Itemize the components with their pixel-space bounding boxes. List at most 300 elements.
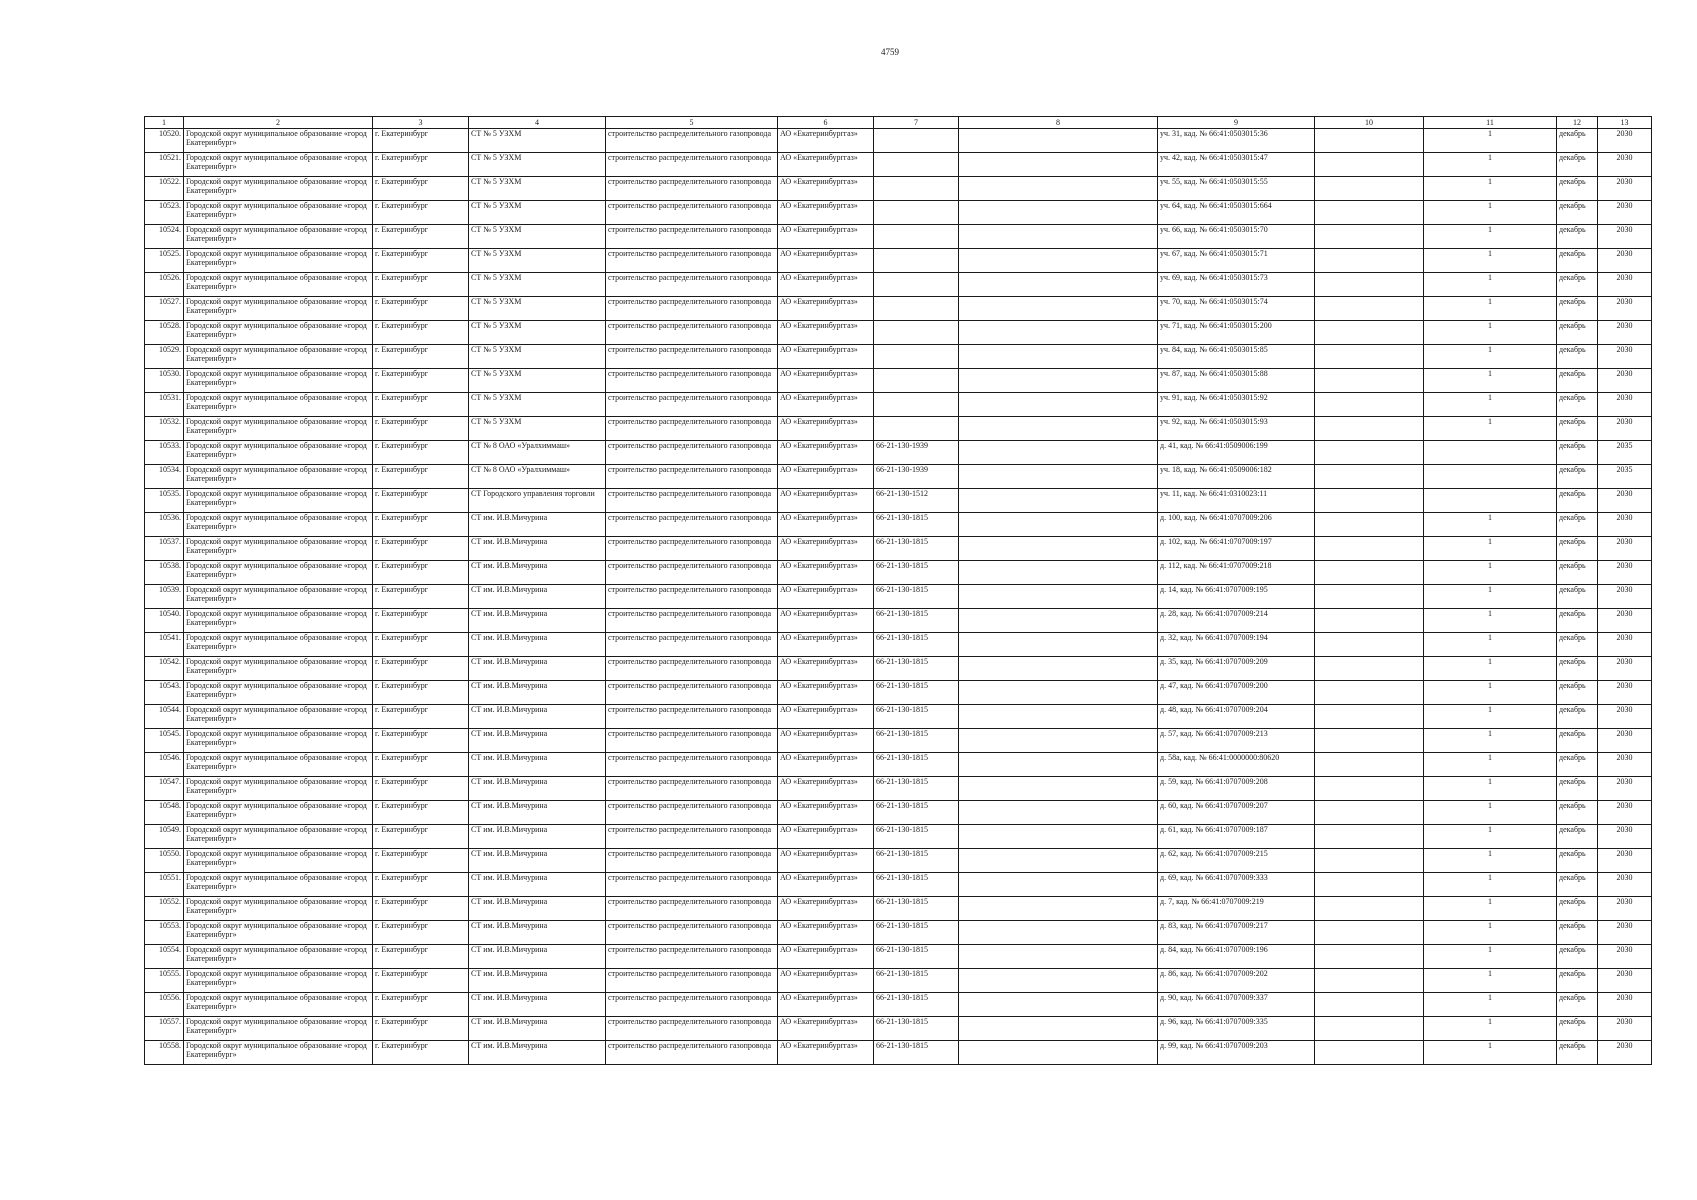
owner-cell: Городской округ муниципальное образование «город Екатеринбург»: [184, 801, 373, 825]
quantity-cell: 1: [1424, 273, 1557, 297]
parcel-cell: д. 84, кад. № 66:41:0707009:196: [1158, 945, 1315, 969]
quantity-cell: 1: [1424, 177, 1557, 201]
object-cell: СТ им. И.В.Мичурина: [469, 681, 606, 705]
company-cell: АО «Екатеринбурггаз»: [778, 441, 874, 465]
year-cell: 2030: [1598, 873, 1652, 897]
company-cell: АО «Екатеринбурггаз»: [778, 537, 874, 561]
row-number: 10540.: [145, 609, 184, 633]
owner-cell: Городской округ муниципальное образование «город Екатеринбург»: [184, 177, 373, 201]
table-row: [145, 513, 1652, 537]
month-cell: декабрь: [1557, 129, 1598, 153]
work-type-cell: строительство распределительного газопровода: [606, 465, 778, 489]
quantity-cell: 1: [1424, 129, 1557, 153]
company-cell: АО «Екатеринбурггаз»: [778, 609, 874, 633]
month-cell: декабрь: [1557, 273, 1598, 297]
row-number: 10544.: [145, 705, 184, 729]
year-cell: 2030: [1598, 705, 1652, 729]
year-cell: 2030: [1598, 969, 1652, 993]
column-header: 6: [778, 117, 874, 129]
column-header: 10: [1315, 117, 1424, 129]
empty-cell: [1315, 441, 1424, 465]
row-number: 10556.: [145, 993, 184, 1017]
parcel-cell: уч. 66, кад. № 66:41:0503015:70: [1158, 225, 1315, 249]
year-cell: 2030: [1598, 537, 1652, 561]
empty-cell: [1315, 345, 1424, 369]
table-row: [145, 657, 1652, 681]
row-number: 10537.: [145, 537, 184, 561]
row-number: 10538.: [145, 561, 184, 585]
table-row: [145, 705, 1652, 729]
empty-cell: [959, 993, 1158, 1017]
empty-cell: [959, 777, 1158, 801]
quantity-cell: 1: [1424, 969, 1557, 993]
company-cell: АО «Екатеринбурггаз»: [778, 705, 874, 729]
month-cell: декабрь: [1557, 1017, 1598, 1041]
year-cell: 2030: [1598, 825, 1652, 849]
owner-cell: Городской округ муниципальное образование «город Екатеринбург»: [184, 537, 373, 561]
parcel-cell: д. 57, кад. № 66:41:0707009:213: [1158, 729, 1315, 753]
owner-cell: Городской округ муниципальное образование «город Екатеринбург»: [184, 681, 373, 705]
object-cell: СТ им. И.В.Мичурина: [469, 633, 606, 657]
parcel-cell: уч. 64, кад. № 66:41:0503015:664: [1158, 201, 1315, 225]
company-cell: АО «Екатеринбурггаз»: [778, 633, 874, 657]
city-cell: г. Екатеринбург: [373, 537, 469, 561]
work-type-cell: строительство распределительного газопровода: [606, 393, 778, 417]
month-cell: декабрь: [1557, 897, 1598, 921]
table-row: [145, 321, 1652, 345]
company-cell: АО «Екатеринбурггаз»: [778, 297, 874, 321]
city-cell: г. Екатеринбург: [373, 321, 469, 345]
object-cell: СТ им. И.В.Мичурина: [469, 537, 606, 561]
table-row: [145, 465, 1652, 489]
month-cell: декабрь: [1557, 585, 1598, 609]
object-cell: СТ им. И.В.Мичурина: [469, 921, 606, 945]
owner-cell: Городской округ муниципальное образование «город Екатеринбург»: [184, 849, 373, 873]
company-cell: АО «Екатеринбурггаз»: [778, 177, 874, 201]
city-cell: г. Екатеринбург: [373, 177, 469, 201]
parcel-cell: д. 61, кад. № 66:41:0707009:187: [1158, 825, 1315, 849]
empty-cell: [1315, 993, 1424, 1017]
quantity-cell: 1: [1424, 585, 1557, 609]
empty-cell: [1315, 153, 1424, 177]
row-number: 10526.: [145, 273, 184, 297]
city-cell: г. Екатеринбург: [373, 441, 469, 465]
empty-cell: [1315, 321, 1424, 345]
row-number: 10543.: [145, 681, 184, 705]
company-cell: АО «Екатеринбурггаз»: [778, 465, 874, 489]
city-cell: г. Екатеринбург: [373, 921, 469, 945]
parcel-cell: д. 102, кад. № 66:41:0707009:197: [1158, 537, 1315, 561]
table-row: [145, 825, 1652, 849]
code-cell: 66-21-130-1815: [874, 993, 959, 1017]
table-row: [145, 249, 1652, 273]
work-type-cell: строительство распределительного газопровода: [606, 849, 778, 873]
parcel-cell: уч. 31, кад. № 66:41:0503015:36: [1158, 129, 1315, 153]
empty-cell: [959, 369, 1158, 393]
parcel-cell: уч. 11, кад. № 66:41:0310023:11: [1158, 489, 1315, 513]
row-number: 10533.: [145, 441, 184, 465]
table-row: [145, 561, 1652, 585]
object-cell: СТ им. И.В.Мичурина: [469, 777, 606, 801]
city-cell: г. Екатеринбург: [373, 753, 469, 777]
year-cell: 2030: [1598, 681, 1652, 705]
work-type-cell: строительство распределительного газопровода: [606, 897, 778, 921]
code-cell: 66-21-130-1939: [874, 465, 959, 489]
table-row: [145, 153, 1652, 177]
object-cell: СТ № 5 УЗХМ: [469, 297, 606, 321]
parcel-cell: д. 41, кад. № 66:41:0509006:199: [1158, 441, 1315, 465]
object-cell: СТ № 5 УЗХМ: [469, 369, 606, 393]
empty-cell: [959, 225, 1158, 249]
quantity-cell: 1: [1424, 1017, 1557, 1041]
row-number: 10542.: [145, 657, 184, 681]
month-cell: декабрь: [1557, 345, 1598, 369]
parcel-cell: д. 47, кад. № 66:41:0707009:200: [1158, 681, 1315, 705]
object-cell: СТ им. И.В.Мичурина: [469, 993, 606, 1017]
table-row: [145, 177, 1652, 201]
empty-cell: [1315, 609, 1424, 633]
month-cell: декабрь: [1557, 705, 1598, 729]
owner-cell: Городской округ муниципальное образование «город Екатеринбург»: [184, 657, 373, 681]
month-cell: декабрь: [1557, 993, 1598, 1017]
owner-cell: Городской округ муниципальное образование «город Екатеринбург»: [184, 393, 373, 417]
code-cell: [874, 225, 959, 249]
year-cell: 2030: [1598, 777, 1652, 801]
year-cell: 2030: [1598, 753, 1652, 777]
table-row: [145, 225, 1652, 249]
owner-cell: Городской округ муниципальное образование «город Екатеринбург»: [184, 225, 373, 249]
empty-cell: [1315, 969, 1424, 993]
table-row: [145, 777, 1652, 801]
parcel-cell: д. 69, кад. № 66:41:0707009:333: [1158, 873, 1315, 897]
row-number: 10545.: [145, 729, 184, 753]
empty-cell: [1315, 729, 1424, 753]
column-header: 4: [469, 117, 606, 129]
year-cell: 2030: [1598, 633, 1652, 657]
quantity-cell: 1: [1424, 993, 1557, 1017]
row-number: 10529.: [145, 345, 184, 369]
row-number: 10524.: [145, 225, 184, 249]
quantity-cell: 1: [1424, 345, 1557, 369]
code-cell: 66-21-130-1815: [874, 753, 959, 777]
column-header: 12: [1557, 117, 1598, 129]
parcel-cell: уч. 55, кад. № 66:41:0503015:55: [1158, 177, 1315, 201]
company-cell: АО «Екатеринбурггаз»: [778, 489, 874, 513]
code-cell: 66-21-130-1815: [874, 609, 959, 633]
empty-cell: [959, 753, 1158, 777]
year-cell: 2030: [1598, 369, 1652, 393]
year-cell: 2030: [1598, 153, 1652, 177]
city-cell: г. Екатеринбург: [373, 1017, 469, 1041]
table-row: [145, 537, 1652, 561]
year-cell: 2030: [1598, 297, 1652, 321]
object-cell: СТ им. И.В.Мичурина: [469, 609, 606, 633]
work-type-cell: строительство распределительного газопровода: [606, 945, 778, 969]
object-cell: СТ им. И.В.Мичурина: [469, 1017, 606, 1041]
code-cell: 66-21-130-1815: [874, 873, 959, 897]
code-cell: 66-21-130-1815: [874, 777, 959, 801]
object-cell: СТ № 5 УЗХМ: [469, 345, 606, 369]
code-cell: 66-21-130-1815: [874, 657, 959, 681]
object-cell: СТ им. И.В.Мичурина: [469, 513, 606, 537]
row-number: 10547.: [145, 777, 184, 801]
empty-cell: [959, 417, 1158, 441]
code-cell: [874, 345, 959, 369]
object-cell: СТ им. И.В.Мичурина: [469, 657, 606, 681]
parcel-cell: уч. 67, кад. № 66:41:0503015:71: [1158, 249, 1315, 273]
table-row: [145, 417, 1652, 441]
work-type-cell: строительство распределительного газопровода: [606, 705, 778, 729]
city-cell: г. Екатеринбург: [373, 681, 469, 705]
quantity-cell: [1424, 441, 1557, 465]
work-type-cell: строительство распределительного газопровода: [606, 249, 778, 273]
empty-cell: [1315, 849, 1424, 873]
empty-cell: [959, 657, 1158, 681]
empty-cell: [1315, 297, 1424, 321]
empty-cell: [1315, 777, 1424, 801]
row-number: 10552.: [145, 897, 184, 921]
company-cell: АО «Екатеринбурггаз»: [778, 657, 874, 681]
quantity-cell: 1: [1424, 1041, 1557, 1065]
quantity-cell: 1: [1424, 921, 1557, 945]
row-number: 10522.: [145, 177, 184, 201]
work-type-cell: строительство распределительного газопровода: [606, 657, 778, 681]
company-cell: АО «Екатеринбурггаз»: [778, 945, 874, 969]
empty-cell: [1315, 633, 1424, 657]
year-cell: 2035: [1598, 441, 1652, 465]
row-number: 10548.: [145, 801, 184, 825]
table-row: [145, 369, 1652, 393]
empty-cell: [1315, 921, 1424, 945]
month-cell: декабрь: [1557, 225, 1598, 249]
empty-cell: [959, 705, 1158, 729]
month-cell: декабрь: [1557, 681, 1598, 705]
work-type-cell: строительство распределительного газопровода: [606, 801, 778, 825]
table-row: [145, 633, 1652, 657]
parcel-cell: уч. 87, кад. № 66:41:0503015:88: [1158, 369, 1315, 393]
company-cell: АО «Екатеринбурггаз»: [778, 513, 874, 537]
month-cell: декабрь: [1557, 201, 1598, 225]
row-number: 10531.: [145, 393, 184, 417]
city-cell: г. Екатеринбург: [373, 729, 469, 753]
company-cell: АО «Екатеринбурггаз»: [778, 273, 874, 297]
code-cell: 66-21-130-1815: [874, 1017, 959, 1041]
year-cell: 2030: [1598, 849, 1652, 873]
month-cell: декабрь: [1557, 969, 1598, 993]
company-cell: АО «Екатеринбурггаз»: [778, 153, 874, 177]
table-row: [145, 1041, 1652, 1065]
quantity-cell: 1: [1424, 369, 1557, 393]
work-type-cell: строительство распределительного газопровода: [606, 1041, 778, 1065]
owner-cell: Городской округ муниципальное образование «город Екатеринбург»: [184, 321, 373, 345]
owner-cell: Городской округ муниципальное образование «город Екатеринбург»: [184, 345, 373, 369]
year-cell: 2030: [1598, 417, 1652, 441]
empty-cell: [959, 129, 1158, 153]
owner-cell: Городской округ муниципальное образование «город Екатеринбург»: [184, 1041, 373, 1065]
work-type-cell: строительство распределительного газопровода: [606, 921, 778, 945]
city-cell: г. Екатеринбург: [373, 297, 469, 321]
work-type-cell: строительство распределительного газопровода: [606, 201, 778, 225]
year-cell: 2030: [1598, 201, 1652, 225]
code-cell: 66-21-130-1815: [874, 705, 959, 729]
code-cell: 66-21-130-1815: [874, 585, 959, 609]
company-cell: АО «Екатеринбурггаз»: [778, 753, 874, 777]
quantity-cell: 1: [1424, 609, 1557, 633]
city-cell: г. Екатеринбург: [373, 489, 469, 513]
table-row: [145, 945, 1652, 969]
table-row: [145, 897, 1652, 921]
empty-cell: [1315, 249, 1424, 273]
quantity-cell: 1: [1424, 801, 1557, 825]
owner-cell: Городской округ муниципальное образование «город Екатеринбург»: [184, 1017, 373, 1041]
work-type-cell: строительство распределительного газопровода: [606, 321, 778, 345]
object-cell: СТ № 5 УЗХМ: [469, 273, 606, 297]
object-cell: СТ № 5 УЗХМ: [469, 249, 606, 273]
code-cell: 66-21-130-1815: [874, 945, 959, 969]
parcel-cell: д. 32, кад. № 66:41:0707009:194: [1158, 633, 1315, 657]
empty-cell: [1315, 369, 1424, 393]
column-header: 5: [606, 117, 778, 129]
table-row: [145, 345, 1652, 369]
table-row: [145, 297, 1652, 321]
owner-cell: Городской округ муниципальное образование «город Екатеринбург»: [184, 873, 373, 897]
city-cell: г. Екатеринбург: [373, 1041, 469, 1065]
year-cell: 2030: [1598, 345, 1652, 369]
quantity-cell: 1: [1424, 417, 1557, 441]
year-cell: 2030: [1598, 585, 1652, 609]
quantity-cell: 1: [1424, 201, 1557, 225]
empty-cell: [1315, 513, 1424, 537]
column-header: 7: [874, 117, 959, 129]
city-cell: г. Екатеринбург: [373, 273, 469, 297]
year-cell: 2030: [1598, 729, 1652, 753]
code-cell: [874, 297, 959, 321]
quantity-cell: 1: [1424, 753, 1557, 777]
work-type-cell: строительство распределительного газопровода: [606, 345, 778, 369]
company-cell: АО «Екатеринбурггаз»: [778, 345, 874, 369]
empty-cell: [1315, 417, 1424, 441]
year-cell: 2030: [1598, 177, 1652, 201]
company-cell: АО «Екатеринбурггаз»: [778, 1017, 874, 1041]
city-cell: г. Екатеринбург: [373, 993, 469, 1017]
parcel-cell: уч. 70, кад. № 66:41:0503015:74: [1158, 297, 1315, 321]
year-cell: 2030: [1598, 801, 1652, 825]
parcel-cell: д. 7, кад. № 66:41:0707009:219: [1158, 897, 1315, 921]
owner-cell: Городской округ муниципальное образование «город Екатеринбург»: [184, 561, 373, 585]
empty-cell: [959, 849, 1158, 873]
month-cell: декабрь: [1557, 513, 1598, 537]
object-cell: СТ № 5 УЗХМ: [469, 177, 606, 201]
parcel-cell: уч. 42, кад. № 66:41:0503015:47: [1158, 153, 1315, 177]
city-cell: г. Екатеринбург: [373, 249, 469, 273]
owner-cell: Городской округ муниципальное образование «город Екатеринбург»: [184, 777, 373, 801]
empty-cell: [959, 633, 1158, 657]
city-cell: г. Екатеринбург: [373, 201, 469, 225]
empty-cell: [959, 273, 1158, 297]
owner-cell: Городской округ муниципальное образование «город Екатеринбург»: [184, 249, 373, 273]
parcel-cell: д. 83, кад. № 66:41:0707009:217: [1158, 921, 1315, 945]
parcel-cell: д. 86, кад. № 66:41:0707009:202: [1158, 969, 1315, 993]
table-row: [145, 129, 1652, 153]
city-cell: г. Екатеринбург: [373, 609, 469, 633]
row-number: 10536.: [145, 513, 184, 537]
quantity-cell: [1424, 489, 1557, 513]
city-cell: г. Екатеринбург: [373, 153, 469, 177]
month-cell: декабрь: [1557, 633, 1598, 657]
object-cell: СТ им. И.В.Мичурина: [469, 945, 606, 969]
company-cell: АО «Екатеринбурггаз»: [778, 801, 874, 825]
company-cell: АО «Екатеринбурггаз»: [778, 249, 874, 273]
month-cell: декабрь: [1557, 417, 1598, 441]
company-cell: АО «Екатеринбурггаз»: [778, 321, 874, 345]
month-cell: декабрь: [1557, 177, 1598, 201]
city-cell: г. Екатеринбург: [373, 465, 469, 489]
code-cell: 66-21-130-1815: [874, 513, 959, 537]
year-cell: 2030: [1598, 1017, 1652, 1041]
owner-cell: Городской округ муниципальное образование «город Екатеринбург»: [184, 705, 373, 729]
row-number: 10555.: [145, 969, 184, 993]
object-cell: СТ им. И.В.Мичурина: [469, 705, 606, 729]
owner-cell: Городской округ муниципальное образование «город Екатеринбург»: [184, 921, 373, 945]
company-cell: АО «Екатеринбурггаз»: [778, 873, 874, 897]
empty-cell: [959, 321, 1158, 345]
city-cell: г. Екатеринбург: [373, 849, 469, 873]
table-row: [145, 753, 1652, 777]
empty-cell: [959, 153, 1158, 177]
work-type-cell: строительство распределительного газопровода: [606, 441, 778, 465]
empty-cell: [1315, 585, 1424, 609]
object-cell: СТ № 5 УЗХМ: [469, 393, 606, 417]
month-cell: декабрь: [1557, 153, 1598, 177]
empty-cell: [1315, 705, 1424, 729]
year-cell: 2030: [1598, 129, 1652, 153]
year-cell: 2030: [1598, 561, 1652, 585]
empty-cell: [959, 393, 1158, 417]
row-number: 10530.: [145, 369, 184, 393]
empty-cell: [959, 537, 1158, 561]
parcel-cell: д. 58а, кад. № 66:41:0000000:80620: [1158, 753, 1315, 777]
empty-cell: [1315, 489, 1424, 513]
row-number: 10551.: [145, 873, 184, 897]
code-cell: 66-21-130-1815: [874, 681, 959, 705]
column-header: 9: [1158, 117, 1315, 129]
code-cell: [874, 153, 959, 177]
row-number: 10527.: [145, 297, 184, 321]
year-cell: 2030: [1598, 273, 1652, 297]
owner-cell: Городской округ муниципальное образование «город Екатеринбург»: [184, 969, 373, 993]
row-number: 10521.: [145, 153, 184, 177]
object-cell: СТ им. И.В.Мичурина: [469, 969, 606, 993]
empty-cell: [1315, 225, 1424, 249]
table-row: [145, 273, 1652, 297]
table-row: [145, 969, 1652, 993]
parcel-cell: уч. 71, кад. № 66:41:0503015:200: [1158, 321, 1315, 345]
table-row: [145, 1017, 1652, 1041]
owner-cell: Городской округ муниципальное образование «город Екатеринбург»: [184, 897, 373, 921]
quantity-cell: 1: [1424, 633, 1557, 657]
quantity-cell: 1: [1424, 849, 1557, 873]
quantity-cell: [1424, 465, 1557, 489]
quantity-cell: 1: [1424, 393, 1557, 417]
quantity-cell: 1: [1424, 873, 1557, 897]
work-type-cell: строительство распределительного газопровода: [606, 825, 778, 849]
month-cell: декабрь: [1557, 537, 1598, 561]
year-cell: 2030: [1598, 945, 1652, 969]
empty-cell: [1315, 801, 1424, 825]
month-cell: декабрь: [1557, 321, 1598, 345]
year-cell: 2030: [1598, 921, 1652, 945]
empty-cell: [1315, 561, 1424, 585]
